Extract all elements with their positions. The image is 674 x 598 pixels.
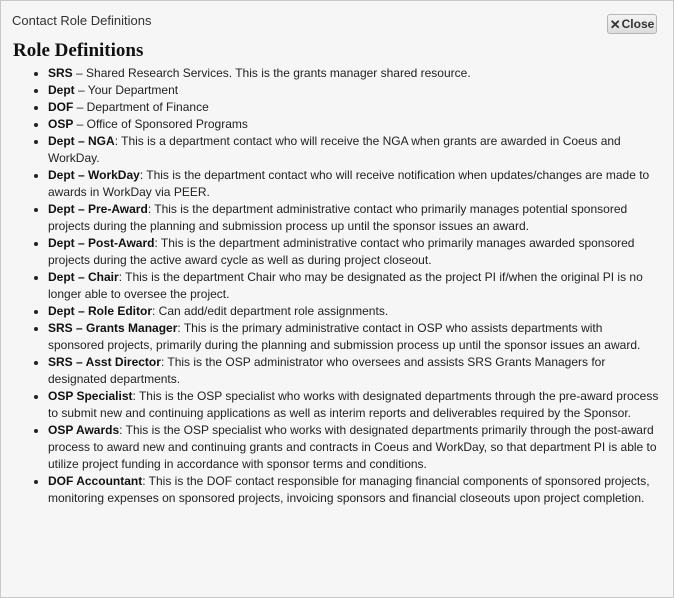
page-title: Role Definitions <box>13 40 144 61</box>
role-description: : This is the department administrative contact who primarily manages potential sponsored projects during the planning and submission process up until the sponsor issues an award. <box>48 202 628 233</box>
role-description: : This is the department administrative contact who primarily manages awarded sponsored projects during the active award cycle as well as during project closeout. <box>48 236 635 267</box>
role-definition-list <box>13 65 661 507</box>
role-term: Dept – Pre-Award <box>48 202 148 216</box>
list-item <box>48 473 661 507</box>
dialog-content <box>13 39 661 507</box>
list-item <box>48 99 661 116</box>
list-item <box>48 201 661 235</box>
list-item <box>48 303 661 320</box>
role-term: OSP Awards <box>48 423 120 437</box>
role-description: : This is the OSP specialist who works with designated departments through the pre-award process to submit new and continuing applications as well as interim reports and deliverables required by the Sponsor. <box>48 389 659 420</box>
list-item <box>48 116 661 133</box>
role-description: – Shared Research Services. This is the grants manager shared resource. <box>72 66 471 80</box>
role-description: : This is the department Chair who may be designated as the project PI if/when the original PI is no longer able to oversee the project. <box>48 270 643 301</box>
role-term: Dept – Role Editor <box>48 304 153 318</box>
role-term: SRS – Asst Director <box>48 355 161 369</box>
role-description: : This is the department contact who will receive notification when updates/changes are made to awards in WorkDay via PEER. <box>48 168 650 199</box>
role-description: : This is the OSP administrator who oversees and assists SRS Grants Managers for designated departments. <box>48 355 606 386</box>
role-term: Dept – NGA <box>48 134 115 148</box>
role-description: – Department of Finance <box>73 100 209 114</box>
role-description: – Office of Sponsored Programs <box>73 117 248 131</box>
close-button[interactable] <box>607 14 657 34</box>
list-item <box>48 320 661 354</box>
role-description: : This is a department contact who will receive the NGA when grants are awarded in Coeus and WorkDay. <box>48 134 621 165</box>
role-description: : This is the primary administrative contact in OSP who assists departments with sponsored projects, primarily during the planning and submission process up until the sponsor issues an award. <box>48 321 641 352</box>
role-term: DOF Accountant <box>48 474 143 488</box>
role-description: : Can add/edit department role assignments. <box>152 304 389 318</box>
close-icon: ✕ <box>609 16 621 32</box>
role-term: Dept – Post-Award <box>48 236 155 250</box>
role-description: : This is the OSP specialist who works with designated departments primarily through the post-award process to award new and continuing grants and contracts in Coeus and WorkDay, so that department PI is able to utilize project funding in accordance with sponsor terms and conditions. <box>48 423 657 471</box>
list-item <box>48 269 661 303</box>
role-term: Dept – Chair <box>48 270 119 284</box>
role-term: Dept – WorkDay <box>48 168 140 182</box>
role-term: OSP <box>48 117 74 131</box>
list-item <box>48 388 661 422</box>
role-term: Dept <box>48 83 75 97</box>
dialog-title: Contact Role Definitions <box>12 13 152 28</box>
list-item <box>48 354 661 388</box>
dialog-titlebar <box>1 1 673 39</box>
close-button-label: Close <box>621 17 655 31</box>
list-item <box>48 82 661 99</box>
list-item <box>48 422 661 473</box>
list-item <box>48 133 661 167</box>
role-term: OSP Specialist <box>48 389 133 403</box>
list-item <box>48 65 661 82</box>
list-item <box>48 167 661 201</box>
role-description: – Your Department <box>74 83 179 97</box>
role-description: : This is the DOF contact responsible for managing financial components of sponsored projects, monitoring expenses on sponsored projects, invoicing sponsors and financial closeouts upon project completion. <box>48 474 650 505</box>
role-term: DOF <box>48 100 74 114</box>
role-term: SRS <box>48 66 73 80</box>
role-term: SRS – Grants Manager <box>48 321 178 335</box>
list-item <box>48 235 661 269</box>
